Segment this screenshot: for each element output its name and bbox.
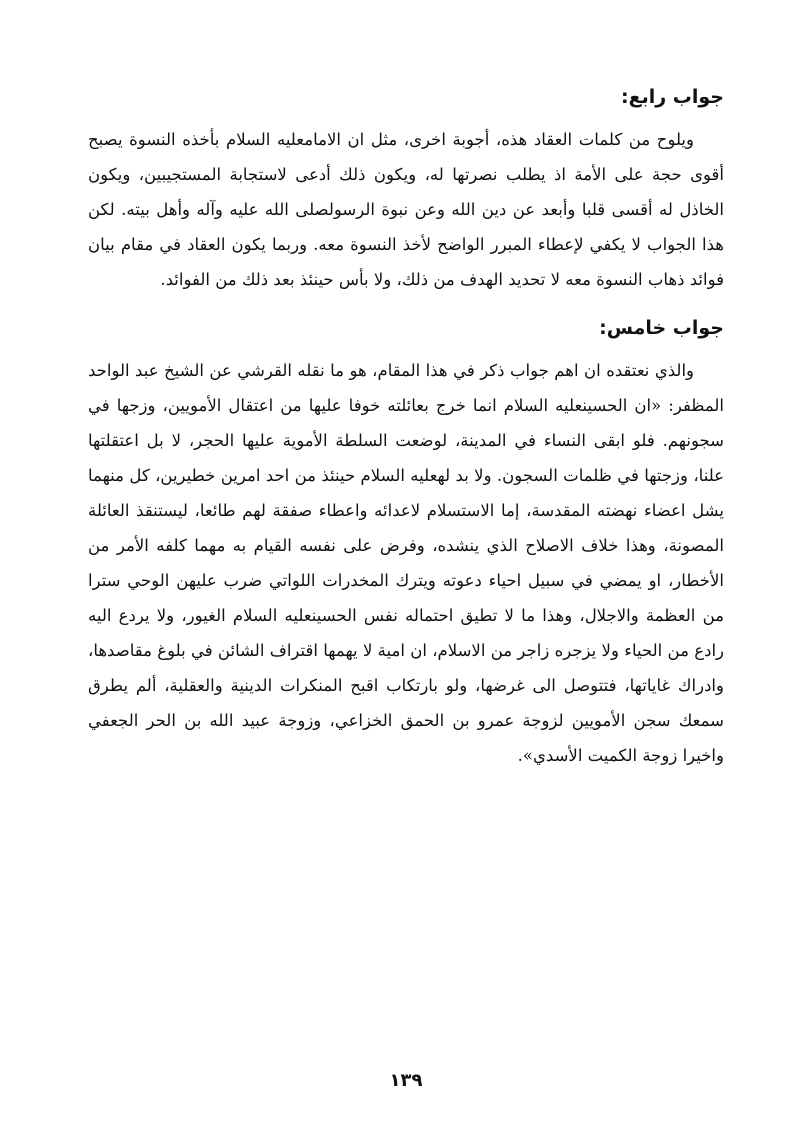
heading-answer-five: جواب خامس: [599, 317, 724, 339]
heading-answer-four: جواب رابع: [621, 86, 724, 108]
page-number: ١٣٩ [389, 1070, 423, 1091]
paragraph-answer-five: والذي نعتقده ان اهم جواب ذكر في هذا المقام، هو ما نقله القرشي عن الشيخ عبد الواحد المظفر: «ان الحسينعليه السلام انما خرج بعائلته خوفا عليها من اعتقال الأمويين، وزجها في سجونهم. فلو ابقى النساء في المدينة، لوضعت السلطة الأموية عليها الحجر، لا بل اعتقلتها علنا، وزجتها في ظلمات السجون. ولا بد لهعليه السلام حينئذ من احد امرين خطيرين، كل منهما يشل اعضاء نهضته المقدسة، إما الاستسلام لاعدائه واعطاء صفقة لهم طائعا، ليستنقذ العائلة المصونة، وهذا خلاف الاصلاح الذي ينشده، وفرض على نفسه القيام به مهما كلفه الأمر من الأخطار، او يمضي في سبيل احياء دعوته ويترك المخدرات اللواتي ضرب عليهن الوحي سترا من العظمة والاجلال، وهذا ما لا تطيق احتماله نفس الحسينعليه السلام الغيور، ولا يردع اليه رادع من الحياء ولا يزجره زاجر من الاسلام، ان امية لا يهمها اقتراف الشائن في بلوغ مقاصدها، وادراك غاياتها، فتتوصل الى غرضها، ولو بارتكاب اقبح المنكرات الدينية والعقلية، ألم يطرق سمعك سجن الأمويين لزوجة عمرو بن الحمق الخزاعي، وزوجة عبيد الله بن الحر الجعفي واخيرا زوجة الكميت الأسدي». [88, 361, 724, 765]
paragraph-answer-four: ويلوح من كلمات العقاد هذه، أجوبة اخرى، مثل ان الامامعليه السلام بأخذه النسوة يصبح أقوى حجة على الأمة اذ يطلب نصرتها له، ويكون ذلك أدعى لاستجابة المستجيبين، ويكون الخاذل له أقسى قلبا وأبعد عن دين الله وعن نبوة الرسولصلى الله عليه وآله وأهل بيته. لكن هذا الجواب لا يكفي لإعطاء المبرر الواضح لأخذ النسوة معه. وربما يكون العقاد في مقام بيان فوائد ذهاب النسوة معه لا تحديد الهدف من ذلك، ولا بأس حينئذ بعد ذلك من الفوائد. [88, 130, 724, 289]
page-body [88, 82, 724, 773]
